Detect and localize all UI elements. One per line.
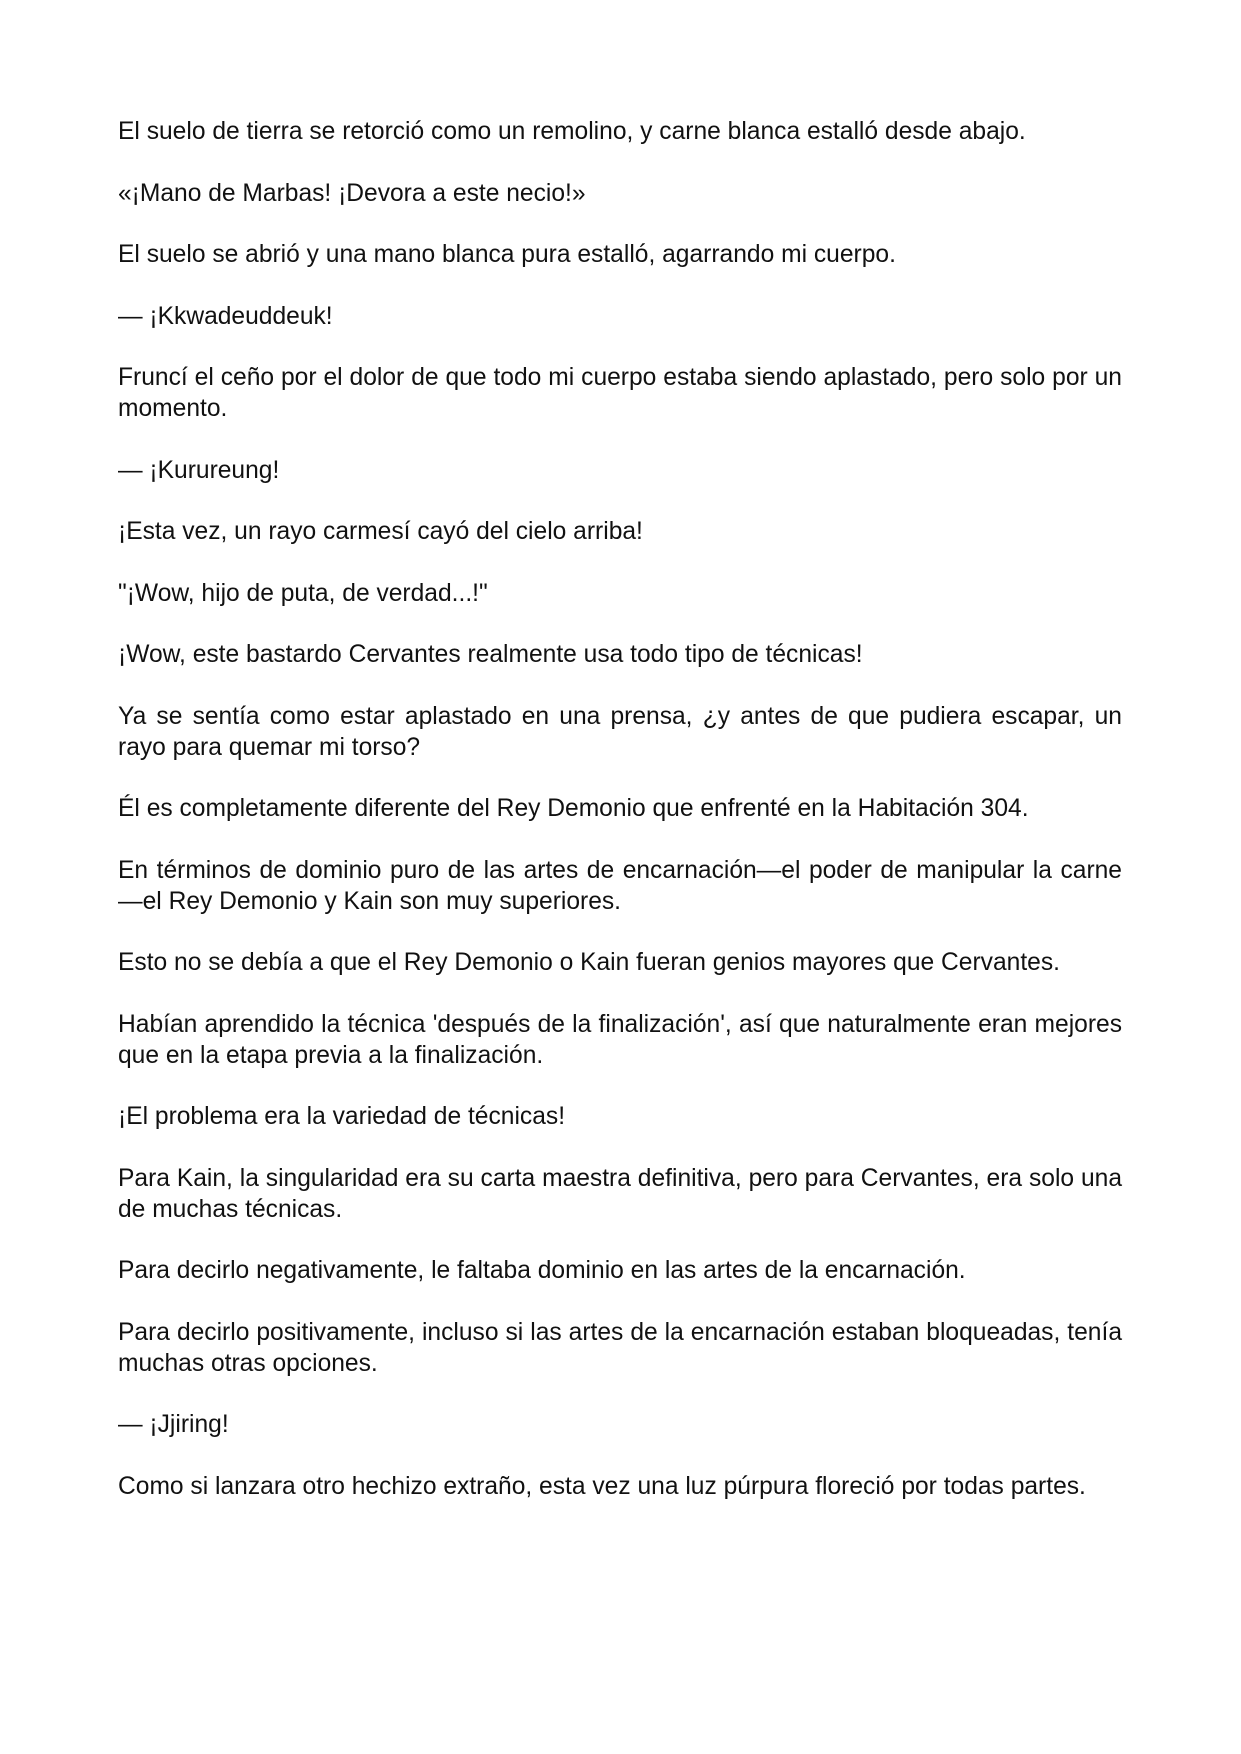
paragraph: «¡Mano de Marbas! ¡Devora a este necio!» bbox=[118, 179, 586, 207]
paragraph: — ¡Kkwadeuddeuk! bbox=[118, 302, 333, 330]
paragraph: El suelo de tierra se retorció como un remolino, y carne blanca estalló desde abajo. bbox=[118, 118, 1026, 145]
paragraph: Ya se sentía como estar aplastado en una prensa, ¿y antes de que pudiera escapar, un rayo para quemar mi torso? bbox=[118, 702, 1122, 761]
paragraph: Para decirlo positivamente, incluso si las artes de la encarnación estaban bloqueadas, tenía muchas otras opciones. bbox=[118, 1318, 1122, 1377]
paragraph: Para Kain, la singularidad era su carta maestra definitiva, pero para Cervantes, era solo una de muchas técnicas. bbox=[118, 1164, 1122, 1223]
paragraph: — ¡Jjiring! bbox=[118, 1411, 229, 1438]
paragraph: Como si lanzara otro hechizo extraño, esta vez una luz púrpura floreció por todas partes. bbox=[118, 1472, 1086, 1500]
paragraph: ¡El problema era la variedad de técnicas! bbox=[118, 1103, 566, 1130]
paragraph: Para decirlo negativamente, le faltaba dominio en las artes de la encarnación. bbox=[118, 1257, 966, 1284]
paragraph: Habían aprendido la técnica 'después de la finalización', así que naturalmente eran mejores que en la etapa previa a la finalización. bbox=[118, 1010, 1122, 1069]
paragraph: En términos de dominio puro de las artes de encarnación—el poder de manipular la carne—el Rey Demonio y Kain son muy superiores. bbox=[118, 856, 1122, 915]
document-body bbox=[118, 116, 1122, 1532]
paragraph: — ¡Kurureung! bbox=[118, 456, 280, 484]
paragraph: El suelo se abrió y una mano blanca pura estalló, agarrando mi cuerpo. bbox=[118, 241, 896, 268]
paragraph: Él es completamente diferente del Rey Demonio que enfrenté en la Habitación 304. bbox=[118, 795, 1029, 822]
paragraph: "¡Wow, hijo de puta, de verdad...!" bbox=[118, 579, 488, 607]
paragraph: Esto no se debía a que el Rey Demonio o Kain fueran genios mayores que Cervantes. bbox=[118, 949, 1060, 976]
paragraph: ¡Wow, este bastardo Cervantes realmente usa todo tipo de técnicas! bbox=[118, 641, 863, 668]
paragraph: ¡Esta vez, un rayo carmesí cayó del cielo arriba! bbox=[118, 518, 643, 545]
paragraph: Fruncí el ceño por el dolor de que todo mi cuerpo estaba siendo aplastado, pero solo por un momento. bbox=[118, 364, 1122, 422]
